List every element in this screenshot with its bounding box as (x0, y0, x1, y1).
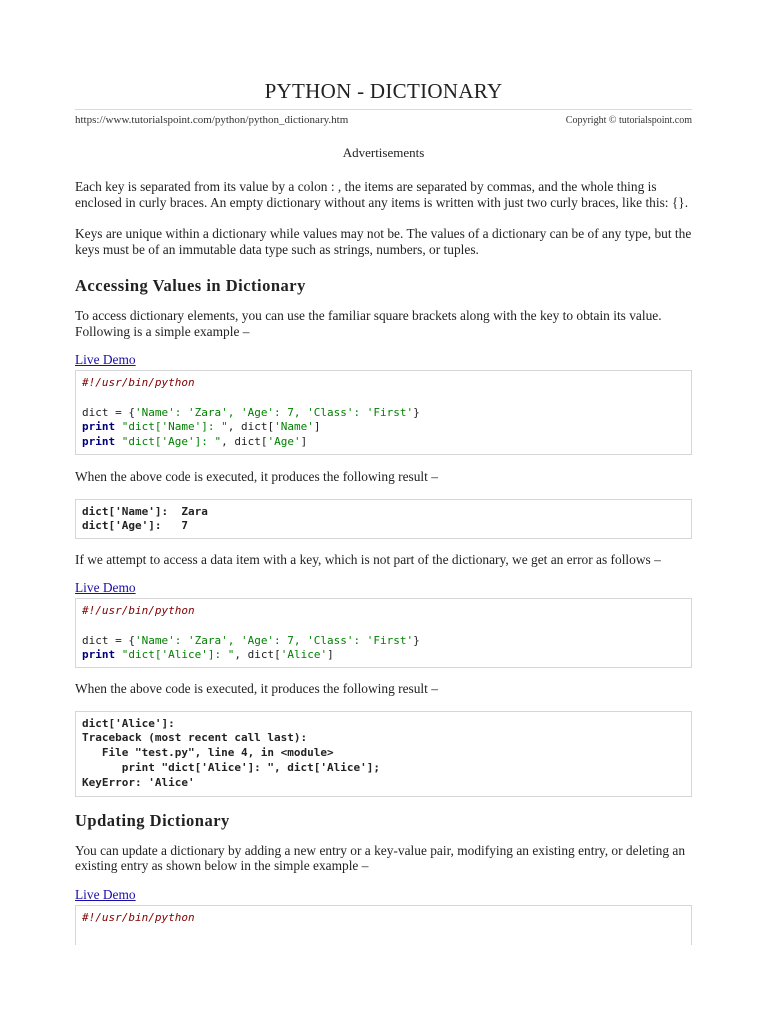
code-text: } (413, 405, 420, 419)
code-string: 'Name' (274, 420, 314, 434)
output-line: Traceback (most recent call last): (82, 731, 308, 745)
code-shebang: #!/usr/bin/python (82, 376, 195, 389)
output-line: dict['Alice']: (82, 716, 175, 730)
heading-accessing-values: Accessing Values in Dictionary (75, 276, 306, 295)
code-block-update (75, 905, 692, 945)
paragraph-result-1: When the above code is executed, it produces the following result – (75, 469, 438, 484)
source-url: https://www.tutorialspoint.com/python/python_dictionary.htm (75, 114, 349, 126)
code-string: 'Name': 'Zara', 'Age': 7, 'Class': 'First' (134, 633, 414, 647)
output-line: print "dict['Alice']: ", dict['Alice']; (82, 760, 381, 774)
code-text: ] (313, 420, 321, 434)
paragraph-access-elements: To access dictionary elements, you can use the familiar square brackets along with the key to obtain its value. Following is a simple example – (75, 308, 662, 339)
code-text: } (413, 633, 420, 647)
code-string: 'Age' (267, 435, 301, 449)
heading-updating-dictionary: Updating Dictionary (75, 810, 230, 830)
code-block-missing-key (75, 598, 692, 668)
output-line: KeyError: 'Alice' (82, 775, 195, 789)
code-text: ] (327, 648, 334, 662)
paragraph-missing-key: If we attempt to access a data item with a key, which is not part of the dictionary, we get an error as follows – (75, 551, 661, 567)
live-demo-link-3[interactable]: Live Demo (75, 886, 136, 902)
code-string: "dict['Name']: " (121, 420, 228, 434)
code-block-access (75, 370, 692, 455)
code-shebang: #!/usr/bin/python (82, 604, 195, 617)
code-string: 'Alice' (280, 648, 328, 662)
output-block-error (75, 711, 692, 797)
advertisements-label: Advertisements (342, 145, 425, 160)
code-keyword: print (82, 435, 116, 449)
page-meta-bar (75, 109, 692, 130)
paragraph-key-separator: Each key is separated from its value by a colon : , the items are separated by commas, and the whole thing is enclosed in curly braces. An empty dictionary without any items is written with just two curly braces, like this: {}. (75, 179, 689, 210)
live-demo-link-2[interactable]: Live Demo (75, 580, 136, 595)
code-keyword: print (82, 420, 116, 434)
code-text: dict = { (82, 405, 135, 419)
output-block-access (75, 499, 692, 539)
output-line: dict['Name']: Zara (82, 504, 208, 518)
code-text: , dict[ (221, 435, 268, 449)
paragraph-result-2: When the above code is executed, it produces the following result – (75, 681, 438, 696)
document-page (75, 0, 692, 945)
output-line: dict['Age']: 7 (82, 519, 188, 533)
page-title: PYTHON - DICTIONARY (264, 79, 503, 103)
live-demo-link-1[interactable]: Live Demo (75, 352, 136, 367)
code-text: ] (300, 435, 308, 449)
code-string: "dict['Age']: " (121, 435, 222, 449)
code-shebang: #!/usr/bin/python (82, 910, 195, 924)
paragraph-update-dictionary: You can update a dictionary by adding a new entry or a key-value pair, modifying an existing entry, or deleting an existing entry as shown below in the simple example – (75, 842, 686, 873)
code-text: , dict[ (234, 648, 281, 662)
paragraph-unique-keys: Keys are unique within a dictionary while values may not be. The values of a dictionary can be of any type, but the keys must be of an immutable data type such as strings, numbers, or tuples. (75, 226, 692, 257)
code-keyword: print (82, 648, 116, 662)
code-text: , dict[ (227, 420, 275, 434)
copyright-notice: Copyright © tutorialspoint.com (565, 115, 692, 126)
code-string: 'Name': 'Zara', 'Age': 7, 'Class': 'First' (134, 405, 414, 419)
code-text: dict = { (82, 633, 135, 647)
code-string: "dict['Alice']: " (121, 648, 235, 662)
output-line: File "test.py", line 4, in <module> (82, 746, 334, 760)
